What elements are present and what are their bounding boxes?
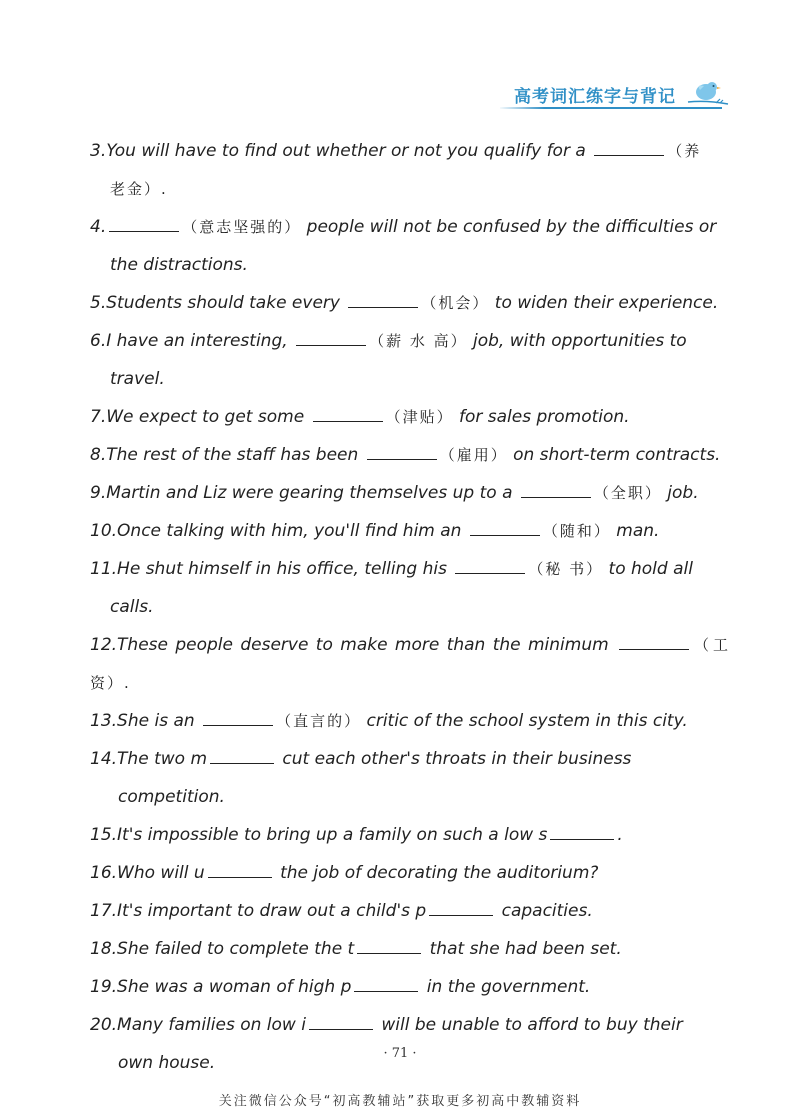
exercise-item-20: 20.Many families on low i will be unable to afford to buy their (90, 1015, 683, 1035)
bird-icon (686, 76, 730, 108)
answer-blank[interactable] (470, 521, 540, 536)
exercise-item-18: 18.She failed to complete the t that she had been set. (90, 939, 622, 959)
exercise-item-13: 13.She is an （直言的） critic of the school system in this city. (90, 711, 688, 731)
page-number: · 71 · (383, 1046, 417, 1061)
exercise-item-3: 3.You will have to find out whether or not you qualify for a （养 (90, 141, 702, 161)
answer-blank[interactable] (208, 863, 272, 878)
page-header (500, 78, 735, 110)
exercise-item-16: 16.Who will u the job of decorating the auditorium? (90, 863, 599, 883)
header-title: 高考词汇练字与背记 (514, 87, 676, 107)
answer-blank[interactable] (109, 217, 179, 232)
exercise-item-11: 11.He shut himself in his office, telling his （秘 书） to hold all (90, 559, 693, 579)
answer-blank[interactable] (357, 939, 421, 954)
answer-blank[interactable] (619, 635, 689, 650)
answer-blank[interactable] (348, 293, 418, 308)
exercise-item-6: 6.I have an interesting, （薪 水 高） job, with opportunities to (90, 331, 687, 351)
footer-note: 关注微信公众号“初高教辅站”获取更多初高中教辅资料 (218, 1094, 582, 1109)
exercise-list (90, 132, 730, 1082)
exercise-item-14-cont: competition. (118, 787, 225, 807)
exercise-item-14: 14.The two m cut each other's throats in their business (90, 749, 632, 769)
exercise-item-20-cont: own house. (118, 1053, 216, 1073)
exercise-item-19: 19.She was a woman of high p in the government. (90, 977, 591, 997)
answer-blank[interactable] (203, 711, 273, 726)
exercise-item-11-cont: calls. (110, 597, 154, 617)
answer-blank[interactable] (550, 825, 614, 840)
exercise-item-9: 9.Martin and Liz were gearing themselves up to a （全职） job. (90, 483, 699, 503)
answer-blank[interactable] (296, 331, 366, 346)
exercise-item-6-cont: travel. (110, 369, 165, 389)
answer-blank[interactable] (455, 559, 525, 574)
answer-blank[interactable] (429, 901, 493, 916)
answer-blank[interactable] (210, 749, 274, 764)
exercise-item-3-cont: 老金）. (110, 180, 168, 198)
exercise-item-10: 10.Once talking with him, you'll find him an （随和） man. (90, 521, 660, 541)
answer-blank[interactable] (309, 1015, 373, 1030)
exercise-item-7: 7.We expect to get some （津贴） for sales promotion. (90, 407, 630, 427)
answer-blank[interactable] (313, 407, 383, 422)
answer-blank[interactable] (521, 483, 591, 498)
exercise-item-12: 12.These people deserve to make more than the minimum （工资）. (90, 635, 730, 692)
exercise-item-15: 15.It's impossible to bring up a family on such a low s . (90, 825, 623, 845)
exercise-item-4: 4. （意志坚强的） people will not be confused by the difficulties or (90, 217, 717, 237)
exercise-item-17: 17.It's important to draw out a child's p capacities. (90, 901, 593, 921)
answer-blank[interactable] (594, 141, 664, 156)
answer-blank[interactable] (354, 977, 418, 992)
exercise-item-4-cont: the distractions. (110, 255, 248, 275)
exercise-item-5: 5.Students should take every （机会） to widen their experience. (90, 293, 719, 313)
answer-blank[interactable] (367, 445, 437, 460)
exercise-item-8: 8.The rest of the staff has been （雇用） on short-term contracts. (90, 445, 721, 465)
